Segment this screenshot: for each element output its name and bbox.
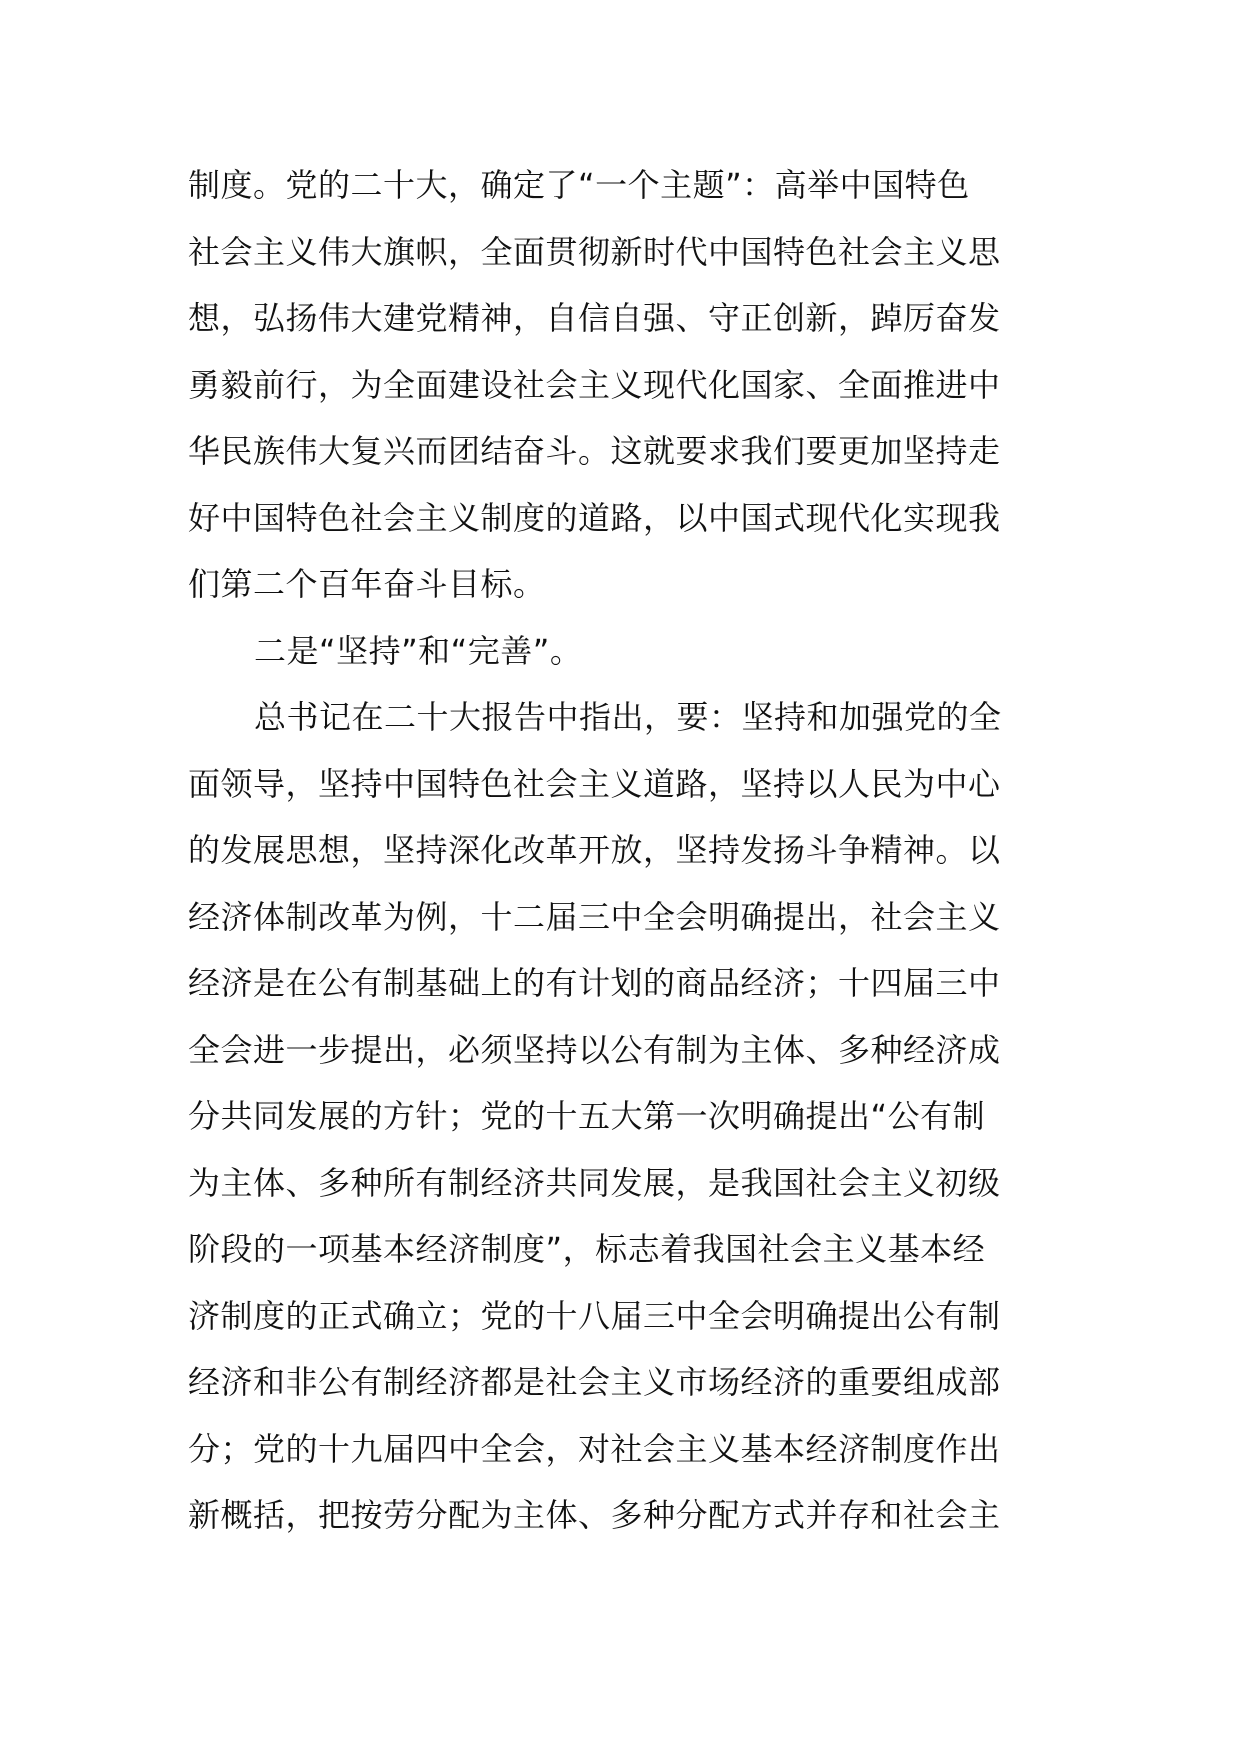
text-line: 全会进一步提出，必须坚持以公有制为主体、多种经济成 [188, 1030, 1001, 1069]
body-text [188, 152, 1056, 1549]
text-line: 们第二个百年奋斗目标。 [188, 565, 546, 603]
text-line: 阶段的一项基本经济制度”，标志着我国社会主义基本经 [188, 1230, 986, 1268]
text-line: 分共同发展的方针；党的十五大第一次明确提出“公有制 [188, 1097, 986, 1135]
text-line: 制度。党的二十大，确定了“一个主题”：高举中国特色 [188, 166, 970, 204]
text-line: 社会主义伟大旗帜，全面贯彻新时代中国特色社会主义思 [188, 232, 1001, 271]
text-line: 面领导，坚持中国特色社会主义道路，坚持以人民为中心 [188, 764, 1001, 803]
text-line: 经济和非公有制经济都是社会主义市场经济的重要组成部 [188, 1363, 1001, 1401]
text-line: 想，弘扬伟大建党精神，自信自强、守正创新，踔厉奋发 [188, 299, 1001, 337]
text-line: 济制度的正式确立；党的十八届三中全会明确提出公有制 [188, 1296, 1001, 1335]
text-line: 的发展思想，坚持深化改革开放，坚持发扬斗争精神。以 [188, 831, 1001, 869]
text-line: 好中国特色社会主义制度的道路，以中国式现代化实现我 [188, 498, 1001, 537]
text-line: 新概括，把按劳分配为主体、多种分配方式并存和社会主 [188, 1496, 1001, 1534]
text-line: 勇毅前行，为全面建设社会主义现代化国家、全面推进中 [188, 365, 1001, 404]
text-line: 分；党的十九届四中全会，对社会主义基本经济制度作出 [188, 1429, 1001, 1468]
text-line: 为主体、多种所有制经济共同发展，是我国社会主义初级 [188, 1163, 1001, 1202]
text-line: 经济是在公有制基础上的有计划的商品经济；十四届三中 [188, 964, 1001, 1002]
paragraph-first-line: 总书记在二十大报告中指出，要：坚持和加强党的全 [254, 698, 1002, 736]
section-heading: 二是“坚持”和“完善”。 [254, 631, 583, 670]
text-line: 经济体制改革为例，十二届三中全会明确提出，社会主义 [188, 897, 1001, 936]
text-line: 华民族伟大复兴而团结奋斗。这就要求我们要更加坚持走 [188, 432, 1001, 470]
